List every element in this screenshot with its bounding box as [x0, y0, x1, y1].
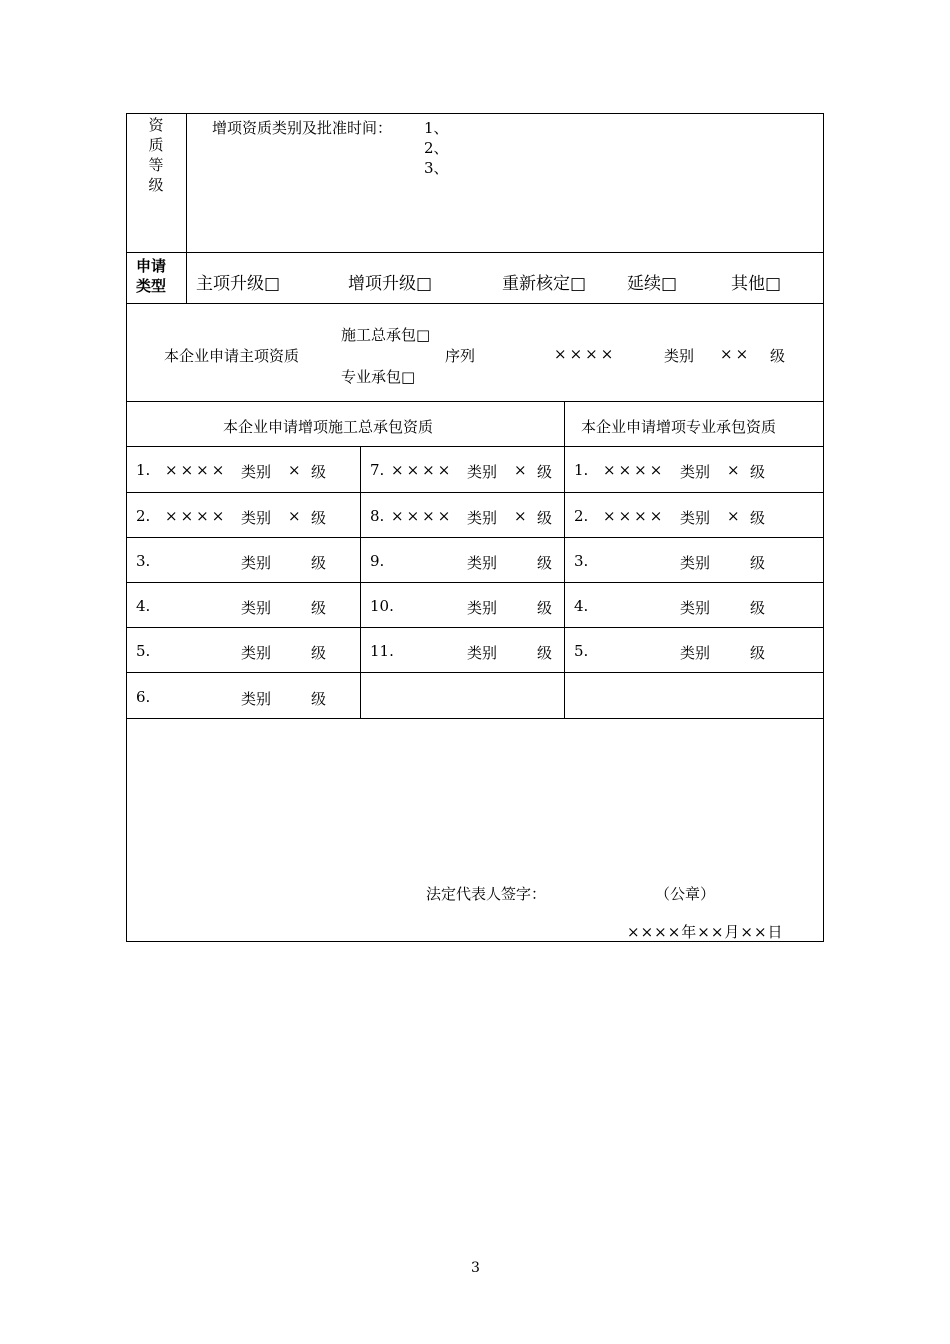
- side-label-char: 等: [148, 156, 164, 174]
- row-category-label: 类别: [241, 644, 272, 662]
- option-main-upgrade[interactable]: 主项升级□: [196, 274, 281, 294]
- row-grade-label: 级: [750, 599, 766, 617]
- row-grade-label: 级: [537, 463, 553, 481]
- row-name: ××××: [391, 507, 454, 525]
- row-name: ××××: [165, 507, 228, 525]
- row-grade: ×: [514, 461, 527, 479]
- row-number: 10.: [370, 597, 394, 615]
- additional-item-2: 2、: [424, 139, 449, 157]
- row-number: 4.: [574, 597, 589, 615]
- row-divider: [126, 492, 824, 493]
- option-reverify[interactable]: 重新核定□: [502, 274, 587, 294]
- row-grade-label: 级: [311, 463, 327, 481]
- official-seal: （公章）: [655, 885, 716, 903]
- side-label-char: 级: [148, 176, 164, 194]
- row-category-label: 类别: [680, 463, 711, 481]
- side-label-char: 资: [148, 116, 164, 134]
- row-grade-label: 级: [311, 509, 327, 527]
- row-divider: [126, 252, 824, 253]
- option-general-contract[interactable]: 施工总承包□: [341, 326, 431, 344]
- row-divider: [126, 401, 824, 402]
- row-category-label: 类别: [241, 554, 272, 572]
- row-number: 4.: [136, 597, 151, 615]
- row-grade: ×: [288, 461, 301, 479]
- row-name: ××××: [165, 461, 228, 479]
- row-category-label: 类别: [680, 599, 711, 617]
- row-grade-label: 级: [537, 509, 553, 527]
- row-category-label: 类别: [241, 463, 272, 481]
- grade-value: ××: [720, 345, 752, 363]
- row-number: 8.: [370, 507, 385, 525]
- row-number: 3.: [136, 552, 151, 570]
- signature-date: ××××年××月××日: [627, 923, 784, 941]
- table-border-left: [126, 113, 127, 942]
- row-category-label: 类别: [467, 599, 498, 617]
- row-number: 5.: [136, 642, 151, 660]
- row-grade: ×: [727, 461, 740, 479]
- table-border-top: [126, 113, 824, 114]
- row-name: ××××: [391, 461, 454, 479]
- row-grade-label: 级: [311, 599, 327, 617]
- row-grade: ×: [514, 507, 527, 525]
- option-extend[interactable]: 延续□: [627, 274, 678, 294]
- row-grade-label: 级: [750, 463, 766, 481]
- row-category-label: 类别: [241, 509, 272, 527]
- sequence-value: ××××: [554, 345, 617, 363]
- row-divider: [126, 627, 824, 628]
- apply-type-label-line: 类型: [136, 277, 167, 295]
- row-number: 9.: [370, 552, 385, 570]
- row-divider: [126, 672, 824, 673]
- apply-type-label: [136, 256, 166, 296]
- grade-label: 级: [770, 347, 786, 365]
- row-name: ××××: [603, 461, 666, 479]
- row-grade-label: 级: [750, 554, 766, 572]
- row-grade-label: 级: [311, 554, 327, 572]
- row-divider: [126, 446, 824, 447]
- col-divider-general: [360, 446, 361, 718]
- row-grade: ×: [288, 507, 301, 525]
- main-qualification-prefix: 本企业申请主项资质: [164, 347, 300, 365]
- row-category-label: 类别: [467, 509, 498, 527]
- row-grade: ×: [727, 507, 740, 525]
- row-number: 1.: [136, 461, 151, 479]
- col-divider-special: [564, 401, 565, 718]
- additional-qualification-label: 增项资质类别及批准时间：: [212, 119, 393, 137]
- row-grade-label: 级: [537, 644, 553, 662]
- side-label-char: 质: [148, 136, 164, 154]
- row-category-label: 类别: [467, 463, 498, 481]
- row-grade-label: 级: [750, 644, 766, 662]
- row-divider: [126, 303, 824, 304]
- page-number: 3: [471, 1260, 480, 1276]
- header-general-contract: 本企业申请增项施工总承包资质: [223, 418, 434, 436]
- row-category-label: 类别: [680, 509, 711, 527]
- category-label: 类别: [664, 347, 695, 365]
- row-category-label: 类别: [467, 644, 498, 662]
- additional-item-3: 3、: [424, 159, 449, 177]
- row-grade-label: 级: [311, 690, 327, 708]
- label-col-divider: [186, 113, 187, 303]
- row-grade-label: 级: [537, 599, 553, 617]
- row-number: 2.: [574, 507, 589, 525]
- option-special-contract[interactable]: 专业承包□: [341, 368, 416, 386]
- row-divider: [126, 582, 824, 583]
- header-special-contract: 本企业申请增项专业承包资质: [581, 418, 777, 436]
- row-divider: [126, 718, 824, 719]
- qualification-side-label: [146, 115, 166, 195]
- table-border-right: [823, 113, 824, 942]
- row-grade-label: 级: [750, 509, 766, 527]
- row-number: 11.: [370, 642, 394, 660]
- additional-item-1: 1、: [424, 119, 449, 137]
- apply-type-label-line: 申请: [136, 257, 167, 275]
- row-name: ××××: [603, 507, 666, 525]
- row-grade-label: 级: [537, 554, 553, 572]
- row-number: 3.: [574, 552, 589, 570]
- row-category-label: 类别: [241, 599, 272, 617]
- legal-representative-signature-label: 法定代表人签字：: [426, 885, 547, 903]
- sequence-label: 序列: [445, 347, 476, 365]
- row-number: 5.: [574, 642, 589, 660]
- row-number: 7.: [370, 461, 385, 479]
- row-grade-label: 级: [311, 644, 327, 662]
- option-additional-upgrade[interactable]: 增项升级□: [348, 274, 433, 294]
- option-other[interactable]: 其他□: [731, 274, 782, 294]
- row-number: 2.: [136, 507, 151, 525]
- row-category-label: 类别: [680, 554, 711, 572]
- row-number: 1.: [574, 461, 589, 479]
- row-divider: [126, 537, 824, 538]
- row-category-label: 类别: [467, 554, 498, 572]
- row-category-label: 类别: [680, 644, 711, 662]
- row-number: 6.: [136, 688, 151, 706]
- row-category-label: 类别: [241, 690, 272, 708]
